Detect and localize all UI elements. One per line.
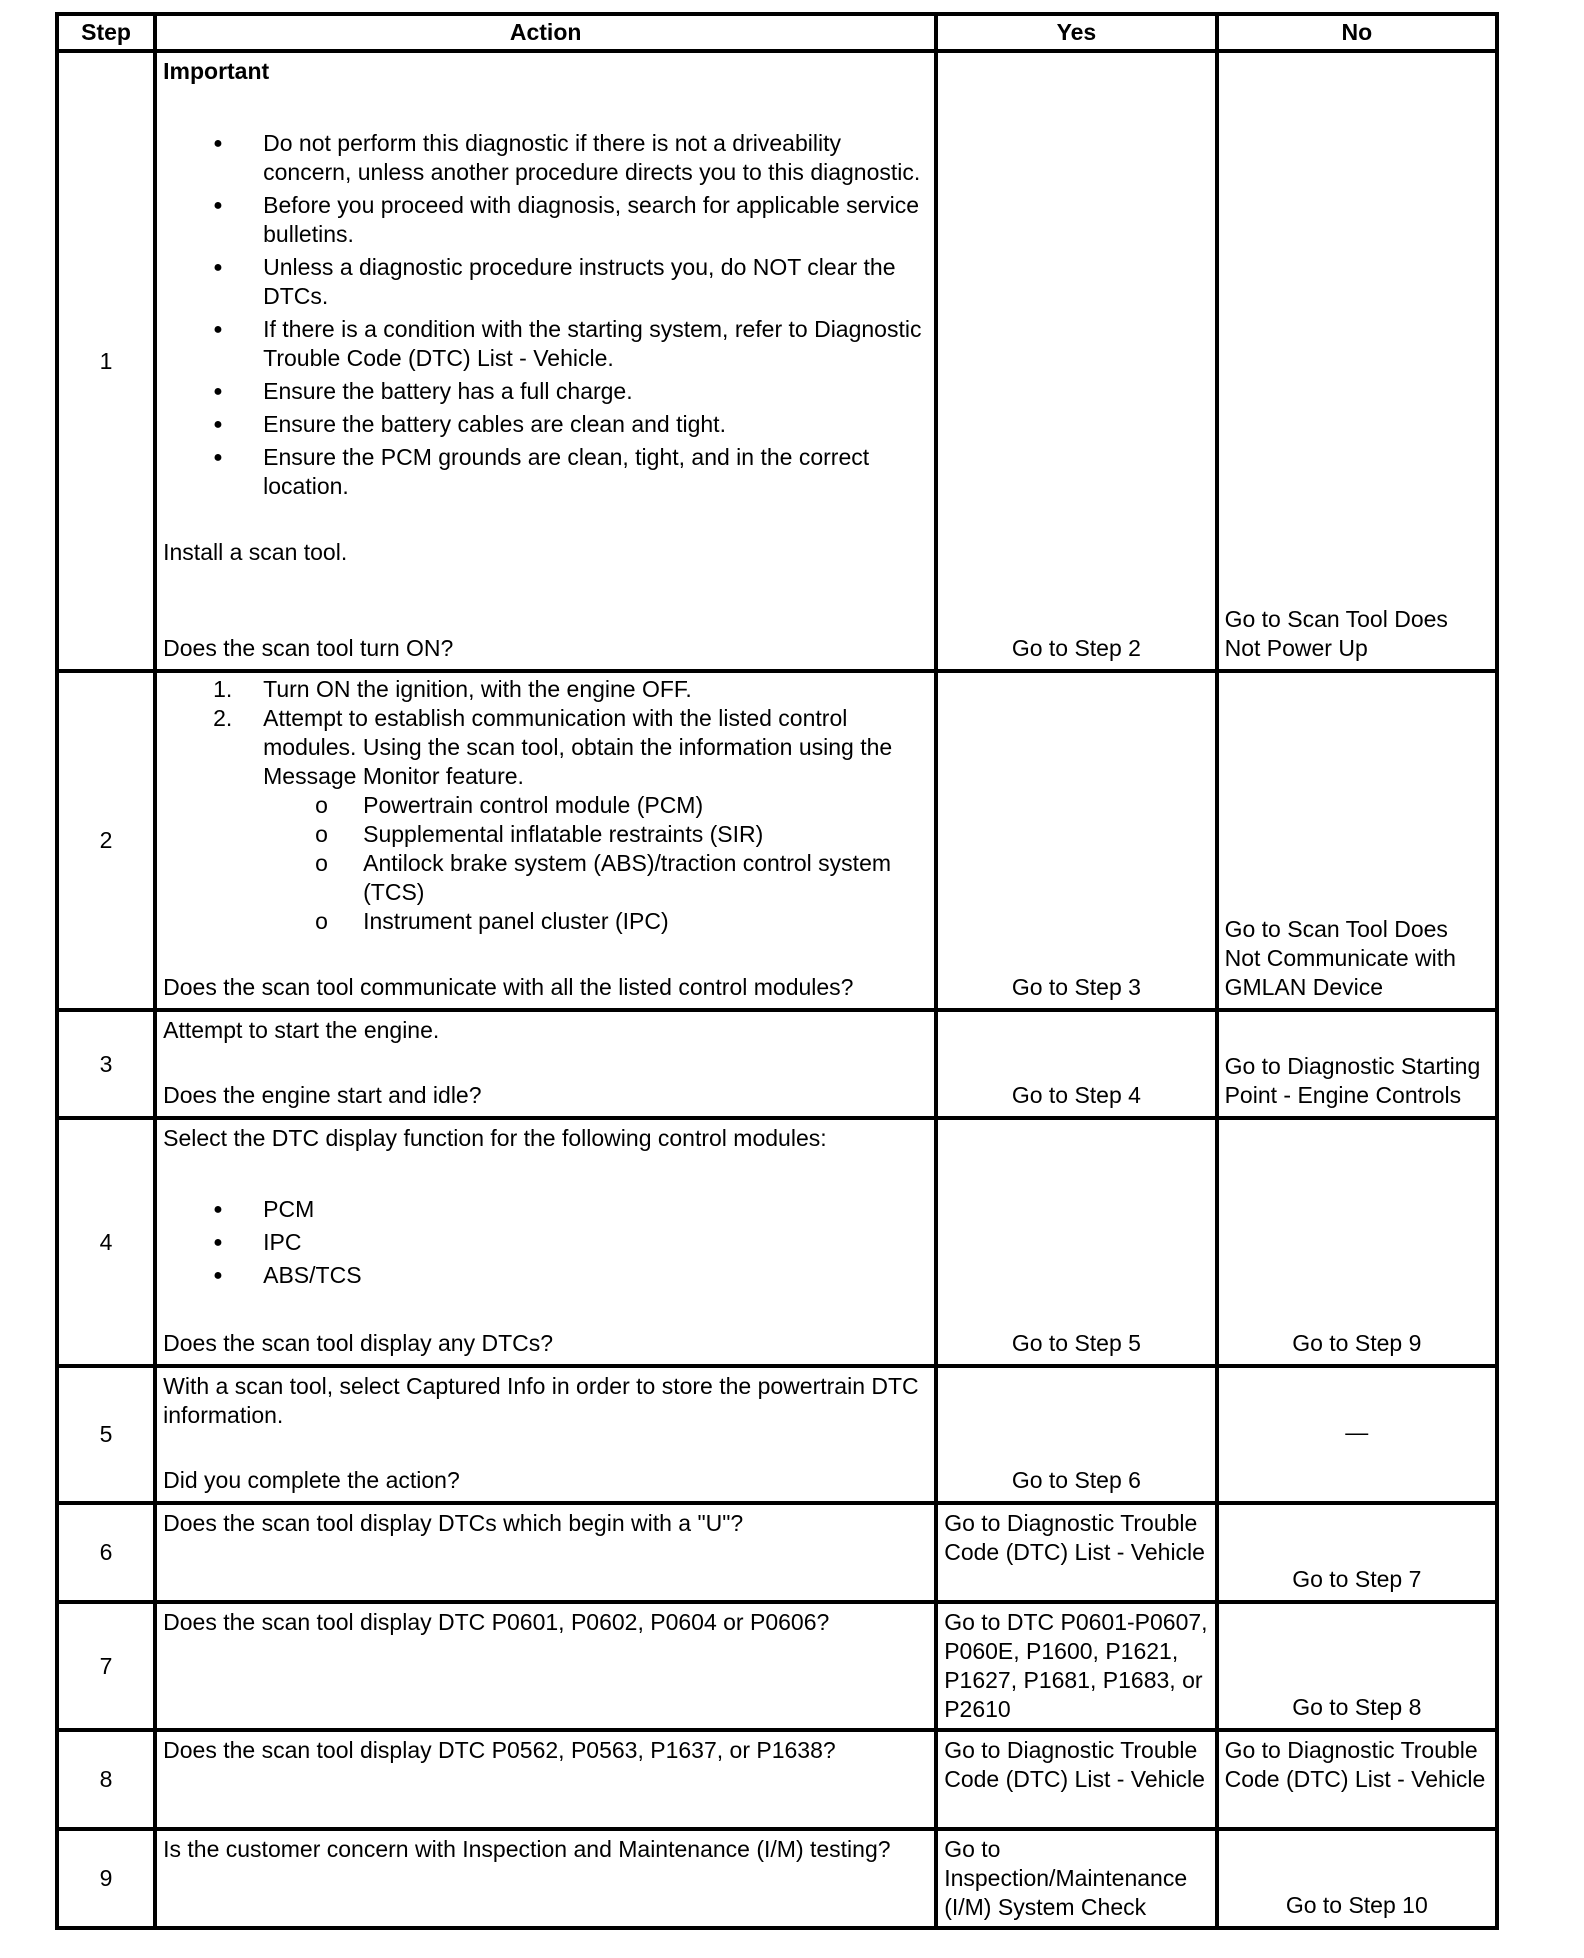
yes-link[interactable]: Go to Step 5	[1011, 1330, 1141, 1356]
yes-link[interactable]: Go to Step 2	[1011, 635, 1141, 661]
instruction-text: Select the DTC display function for the following control modules:	[163, 1125, 827, 1151]
instruction-text: With a scan tool, select Captured Info in order to store the powertrain DTC information.	[163, 1373, 919, 1428]
instruction-text: Attempt to start the engine.	[163, 1017, 440, 1043]
yes-cell	[936, 1503, 1216, 1602]
question-text: Does the engine start and idle?	[163, 1082, 482, 1108]
action-cell	[155, 51, 936, 671]
yes-cell	[936, 1118, 1216, 1366]
module-list	[163, 1195, 928, 1290]
sub-list-item: o Antilock brake system (ABS)/traction control system (TCS)	[163, 849, 928, 907]
action-cell	[155, 1602, 936, 1730]
yes-link[interactable]: Go to Step 3	[1011, 974, 1141, 1000]
yes-link[interactable]: Go to DTC P0601-P0607, P060E, P1600, P1621, P1627, P1681, P1683, or P2610	[944, 1609, 1208, 1722]
table-row-step-2	[57, 671, 1497, 1010]
list-item: ● Do not perform this diagnostic if there is not a driveability concern, unless another procedure directs you to this diagnostic.	[163, 129, 928, 187]
no-cell	[1217, 1829, 1497, 1928]
header-action: Action	[155, 14, 936, 51]
no-link[interactable]: Go to Diagnostic Trouble Code (DTC) List - Vehicle	[1224, 1737, 1486, 1792]
no-cell	[1217, 1366, 1497, 1503]
step-number: 4	[57, 1118, 155, 1366]
no-cell	[1217, 671, 1497, 1010]
step-number: 7	[57, 1602, 155, 1730]
header-no: No	[1217, 14, 1497, 51]
sub-list	[263, 791, 928, 936]
sub-list-item: o Instrument panel cluster (IPC)	[163, 907, 928, 936]
instruction-text: Install a scan tool.	[163, 539, 348, 565]
table-row-step-4	[57, 1118, 1497, 1366]
action-cell	[155, 1010, 936, 1118]
sub-list-item: o Powertrain control module (PCM)	[163, 791, 928, 820]
table-row-step-3	[57, 1010, 1497, 1118]
question-text: Does the scan tool display DTC P0601, P0602, P0604 or P0606?	[163, 1609, 830, 1635]
header-row	[57, 14, 1497, 51]
yes-link[interactable]: Go to Step 6	[1011, 1467, 1141, 1493]
action-cell	[155, 1366, 936, 1503]
yes-cell	[936, 1366, 1216, 1503]
list-item: ● Ensure the battery has a full charge.	[163, 377, 928, 406]
action-cell	[155, 1730, 936, 1829]
step-number: 6	[57, 1503, 155, 1602]
no-cell	[1217, 1118, 1497, 1366]
list-item: ● If there is a condition with the starting system, refer to Diagnostic Trouble Code (DTC) List - Vehicle.	[163, 315, 928, 373]
question-text: Does the scan tool display any DTCs?	[163, 1330, 554, 1356]
no-cell	[1217, 1010, 1497, 1118]
question-text: Is the customer concern with Inspection and Maintenance (I/M) testing?	[163, 1836, 891, 1862]
step-number: 1	[57, 51, 155, 671]
important-list	[163, 129, 928, 501]
list-item: ● ABS/TCS	[163, 1261, 928, 1290]
action-cell	[155, 1118, 936, 1366]
table-row-step-9	[57, 1829, 1497, 1928]
table-row-step-5	[57, 1366, 1497, 1503]
list-item: ● PCM	[163, 1195, 928, 1224]
sub-list-item: o Supplemental inflatable restraints (SIR)	[163, 820, 928, 849]
yes-link[interactable]: Go to Step 4	[1011, 1082, 1141, 1108]
no-link[interactable]: Go to Scan Tool Does Not Communicate with GMLAN Device	[1224, 916, 1456, 1000]
yes-cell	[936, 1010, 1216, 1118]
list-item: 1. Turn ON the ignition, with the engine OFF.	[213, 676, 692, 702]
no-cell	[1217, 1602, 1497, 1730]
important-label: Important	[163, 58, 270, 84]
yes-cell	[936, 671, 1216, 1010]
no-link[interactable]: Go to Scan Tool Does Not Power Up	[1224, 606, 1448, 661]
step-number: 2	[57, 671, 155, 1010]
question-text: Does the scan tool communicate with all the listed control modules?	[163, 974, 854, 1000]
diagnostic-table	[55, 12, 1499, 1930]
no-dash: —	[1345, 1419, 1369, 1445]
no-cell	[1217, 1503, 1497, 1602]
yes-cell	[936, 51, 1216, 671]
header-step: Step	[57, 14, 155, 51]
no-link[interactable]: Go to Diagnostic Starting Point - Engine Controls	[1224, 1053, 1481, 1108]
step-number: 3	[57, 1010, 155, 1118]
yes-cell	[936, 1829, 1216, 1928]
list-item: ● IPC	[163, 1228, 928, 1257]
table-row-step-1	[57, 51, 1497, 671]
yes-link[interactable]: Go to Diagnostic Trouble Code (DTC) List - Vehicle	[944, 1510, 1205, 1565]
step-number: 9	[57, 1829, 155, 1928]
list-item: 2. Attempt to establish communication with the listed control modules. Using the scan tool, obtain the information using the Message Monitor feature. o Powertrain control module (PCM) o Supplemental inflatable restraints (SIR) o Antilock brake system (ABS)/traction control system (TCS) o Instrument panel cluster (IPC)	[163, 704, 928, 936]
yes-link[interactable]: Go to Diagnostic Trouble Code (DTC) List - Vehicle	[944, 1737, 1205, 1792]
no-cell	[1217, 1730, 1497, 1829]
numbered-list	[163, 675, 928, 936]
step-number: 5	[57, 1366, 155, 1503]
table-row-step-7	[57, 1602, 1497, 1730]
no-link[interactable]: Go to Step 8	[1292, 1694, 1422, 1720]
table-row-step-6	[57, 1503, 1497, 1602]
list-item: ● Ensure the PCM grounds are clean, tight, and in the correct location.	[163, 443, 928, 501]
action-cell	[155, 671, 936, 1010]
question-text: Did you complete the action?	[163, 1467, 460, 1493]
header-yes: Yes	[936, 14, 1216, 51]
yes-link[interactable]: Go to Inspection/Maintenance (I/M) System Check	[944, 1836, 1188, 1920]
question-text: Does the scan tool turn ON?	[163, 635, 454, 661]
table-row-step-8	[57, 1730, 1497, 1829]
action-cell	[155, 1829, 936, 1928]
no-cell	[1217, 51, 1497, 671]
step-number: 8	[57, 1730, 155, 1829]
no-link[interactable]: Go to Step 9	[1292, 1330, 1422, 1356]
yes-cell	[936, 1602, 1216, 1730]
question-text: Does the scan tool display DTC P0562, P0563, P1637, or P1638?	[163, 1737, 836, 1763]
list-item: ● Unless a diagnostic procedure instructs you, do NOT clear the DTCs.	[163, 253, 928, 311]
action-cell	[155, 1503, 936, 1602]
no-link[interactable]: Go to Step 7	[1292, 1566, 1422, 1592]
list-item: ● Ensure the battery cables are clean and tight.	[163, 410, 928, 439]
question-text: Does the scan tool display DTCs which begin with a "U"?	[163, 1510, 744, 1536]
yes-cell	[936, 1730, 1216, 1829]
no-link[interactable]: Go to Step 10	[1285, 1892, 1428, 1918]
list-item: ● Before you proceed with diagnosis, search for applicable service bulletins.	[163, 191, 928, 249]
